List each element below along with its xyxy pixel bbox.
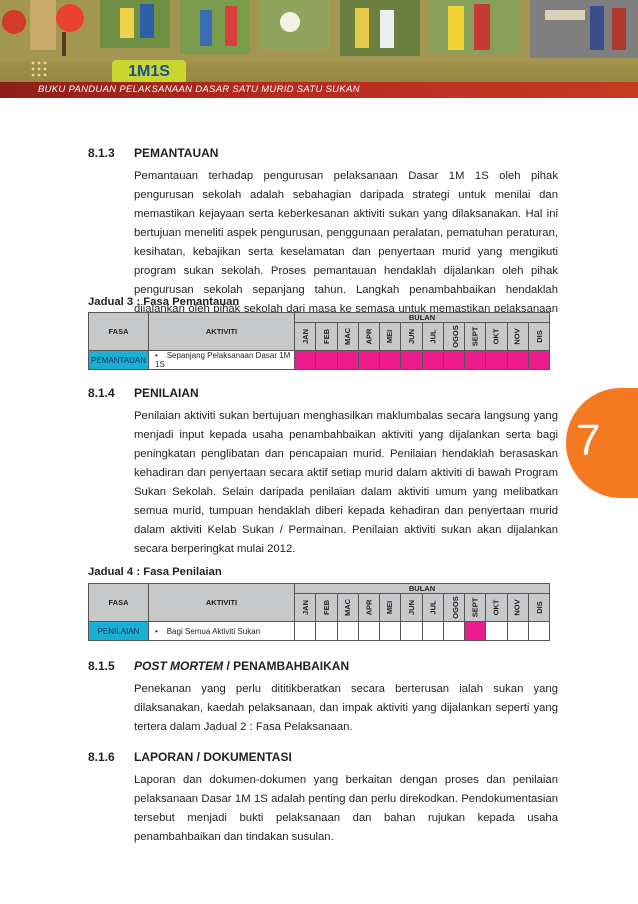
- 1m1s-logo: [112, 60, 186, 84]
- month-header-apr: [358, 323, 379, 351]
- section-paragraph: Laporan dan dokumen-dokumen yang berkaitan dengan proses dan penilaian pelaksanaan Dasar 1M 1S adalah penting dan perlu direkodkan. Pendokumentasian tersebut menjadi bukti pelaksanaan dan bahan rujukan kepada usaha penambahbaikan dan tindakan susulan.: [134, 774, 558, 843]
- month-header-jun: [401, 594, 422, 622]
- month-label: OGOS: [450, 596, 460, 619]
- month-label: FEB: [321, 329, 331, 344]
- section-title-rest: / PENAMBAHBAIKAN: [223, 659, 350, 673]
- month-cell-ogos: [443, 351, 464, 370]
- month-header-feb: [316, 323, 337, 351]
- month-label: DIS: [534, 330, 544, 343]
- section-heading: [88, 750, 558, 768]
- month-cell-jun: [401, 622, 422, 641]
- month-header-jan: [295, 594, 316, 622]
- month-header-jul: [422, 323, 443, 351]
- month-header-okt: [486, 594, 507, 622]
- chapter-number: 7: [576, 416, 601, 465]
- month-header-sept: [465, 323, 486, 351]
- section-heading: [88, 146, 558, 164]
- month-label: MEI: [385, 600, 395, 615]
- dot-pattern-decoration: [30, 60, 90, 80]
- month-label: JUL: [428, 600, 438, 615]
- section-title: PEMANTAUAN: [134, 146, 219, 160]
- section-title: [134, 659, 349, 673]
- month-cell-ogos: [443, 622, 464, 641]
- month-label: JUN: [406, 599, 416, 616]
- month-header-feb: [316, 594, 337, 622]
- month-cell-jan: [295, 351, 316, 370]
- month-label: MAC: [343, 327, 353, 346]
- month-cell-okt: [486, 622, 507, 641]
- month-header-nov: [507, 594, 528, 622]
- section-number: 8.1.3: [88, 146, 115, 160]
- section-title: PENILAIAN: [134, 386, 199, 400]
- chapter-tab: [566, 388, 638, 498]
- section-number: 8.1.4: [88, 386, 115, 400]
- section-8-1-6: [88, 750, 558, 847]
- fasa-cell: PEMANTAUAN: [89, 351, 149, 370]
- month-cell-mac: [337, 622, 358, 641]
- month-label: MAC: [343, 598, 353, 617]
- month-header-dis: [528, 594, 549, 622]
- month-cell-mei: [380, 351, 401, 370]
- month-label: MEI: [385, 329, 395, 344]
- section-paragraph: Pemantauan terhadap pengurusan pelaksanaan Dasar 1M 1S oleh pihak pengurusan sekolah adalah sebahagian daripada strategi untuk menilai dan memastikan kejayaan serta keberkesanan aktiviti sukan yang dilaksanakan. Hal ini bertujuan meneliti aspek pengurusan, penggunaan peralatan, pematuhan peraturan, kesihatan, kebajikan serta keselamatan dan penyertaan murid yang mengikuti program sukan sekolah. Proses pemantauan hendaklah dijalankan oleh pihak pengurusan sekolah sepanjang tahun. Langkah penambahbaikan hendaklah dijalankan oleh pihak sekolah dari masa ke semasa untuk memastikan pelaksanaan Dasar 1M 1S.: [134, 170, 558, 334]
- aktiviti-text: Sepanjang Pelaksanaan Dasar 1M 1S: [155, 351, 291, 369]
- month-cell-feb: [316, 351, 337, 370]
- month-label: JAN: [300, 328, 310, 345]
- col-bulan-header: BULAN: [295, 584, 550, 594]
- month-header-okt: [486, 323, 507, 351]
- month-header-jul: [422, 594, 443, 622]
- section-8-1-3: [88, 146, 558, 338]
- sports-photo-collage: [0, 0, 638, 62]
- month-header-ogos: [443, 323, 464, 351]
- month-header-sept: [465, 594, 486, 622]
- month-header-mei: [380, 323, 401, 351]
- month-header-mac: [337, 323, 358, 351]
- month-header-mei: [380, 594, 401, 622]
- col-bulan-header: BULAN: [295, 313, 550, 323]
- section-title: LAPORAN / DOKUMENTASI: [134, 750, 292, 764]
- month-label: APR: [364, 599, 374, 616]
- month-cell-mei: [380, 622, 401, 641]
- month-label: SEPT: [470, 597, 480, 618]
- month-cell-dis: [528, 622, 549, 641]
- section-title-italic: POST MORTEM: [134, 659, 224, 673]
- month-label: NOV: [513, 599, 523, 616]
- logo-text: 1M1S: [128, 63, 170, 80]
- month-label: OGOS: [450, 325, 460, 348]
- aktiviti-cell: • Sepanjang Pelaksanaan Dasar 1M 1S: [149, 351, 295, 370]
- month-header-nov: [507, 323, 528, 351]
- table3-caption: Jadual 3 : Fasa Pemantauan: [88, 296, 240, 308]
- month-cell-sept: [465, 622, 486, 641]
- table4-fasa-penilaian: [88, 583, 550, 641]
- month-header-jun: [401, 323, 422, 351]
- month-cell-apr: [358, 351, 379, 370]
- col-fasa-header: FASA: [89, 313, 149, 351]
- month-label: JAN: [300, 599, 310, 616]
- month-cell-sept: [465, 351, 486, 370]
- month-cell-jun: [401, 351, 422, 370]
- month-header-mac: [337, 594, 358, 622]
- section-8-1-5: [88, 659, 558, 737]
- month-header-dis: [528, 323, 549, 351]
- month-cell-nov: [507, 622, 528, 641]
- month-label: OKT: [491, 328, 501, 345]
- header-banner: [0, 0, 638, 98]
- month-label: NOV: [513, 328, 523, 345]
- month-cell-jul: [422, 351, 443, 370]
- month-cell-jan: [295, 622, 316, 641]
- col-aktiviti-header: AKTIVITI: [149, 313, 295, 351]
- month-header-ogos: [443, 594, 464, 622]
- book-subtitle: BUKU PANDUAN PELAKSANAAN DASAR SATU MURID SATU SUKAN: [38, 84, 360, 95]
- month-label: SEPT: [470, 326, 480, 347]
- section-paragraph: Penilaian aktiviti sukan bertujuan menghasilkan maklumbalas secara langsung yang menjadi input kepada usaha penambahbaikan aktiviti yang dijalankan serta bagi peningkatan penglibatan dan pencapaian murid. Penilaian hendaklah berasaskan kehadiran dan penyertaan secara aktif setiap murid dalam aktiviti di bawah Program Sukan Sekolah. Selain daripada penilaian dalam aktiviti umum yang melibatkan semua murid, tumpuan hendaklah diberi kepada kehadiran dan penyertaan murid dalam aktiviti Kelab Sukan / Permainan. Penilaian aktiviti sukan akan dijalankan secara berperingkat mulai 2012.: [134, 410, 558, 555]
- section-heading: [88, 386, 558, 404]
- month-label: APR: [364, 328, 374, 345]
- table-row: [89, 622, 550, 641]
- month-header-jan: [295, 323, 316, 351]
- month-label: FEB: [321, 600, 331, 615]
- month-label: DIS: [534, 601, 544, 614]
- month-cell-apr: [358, 622, 379, 641]
- month-header-apr: [358, 594, 379, 622]
- col-aktiviti-header: AKTIVITI: [149, 584, 295, 622]
- aktiviti-text: Bagi Semua Aktiviti Sukan: [166, 626, 261, 636]
- section-heading: [88, 659, 558, 677]
- table4-caption: Jadual 4 : Fasa Penilaian: [88, 566, 222, 578]
- month-cell-feb: [316, 622, 337, 641]
- section-number: 8.1.5: [88, 659, 115, 673]
- month-label: JUL: [428, 329, 438, 344]
- month-label: JUN: [406, 328, 416, 345]
- aktiviti-cell: • Bagi Semua Aktiviti Sukan: [149, 622, 295, 641]
- month-label: OKT: [491, 599, 501, 616]
- table-row: [89, 351, 550, 370]
- fasa-cell: PENILAIAN: [89, 622, 149, 641]
- month-cell-nov: [507, 351, 528, 370]
- month-cell-dis: [528, 351, 549, 370]
- col-fasa-header: FASA: [89, 584, 149, 622]
- month-cell-okt: [486, 351, 507, 370]
- section-number: 8.1.6: [88, 750, 115, 764]
- table3-fasa-pemantauan: [88, 312, 550, 370]
- month-cell-jul: [422, 622, 443, 641]
- month-cell-mac: [337, 351, 358, 370]
- section-8-1-4: [88, 386, 558, 559]
- section-paragraph: Penekanan yang perlu dititikberatkan secara berterusan ialah sukan yang dilaksanakan, kaedah pelaksanaan, dan impak aktiviti yang dijalankan seperti yang tertera dalam Jadual 2 : Fasa Pelaksanaan.: [134, 683, 558, 733]
